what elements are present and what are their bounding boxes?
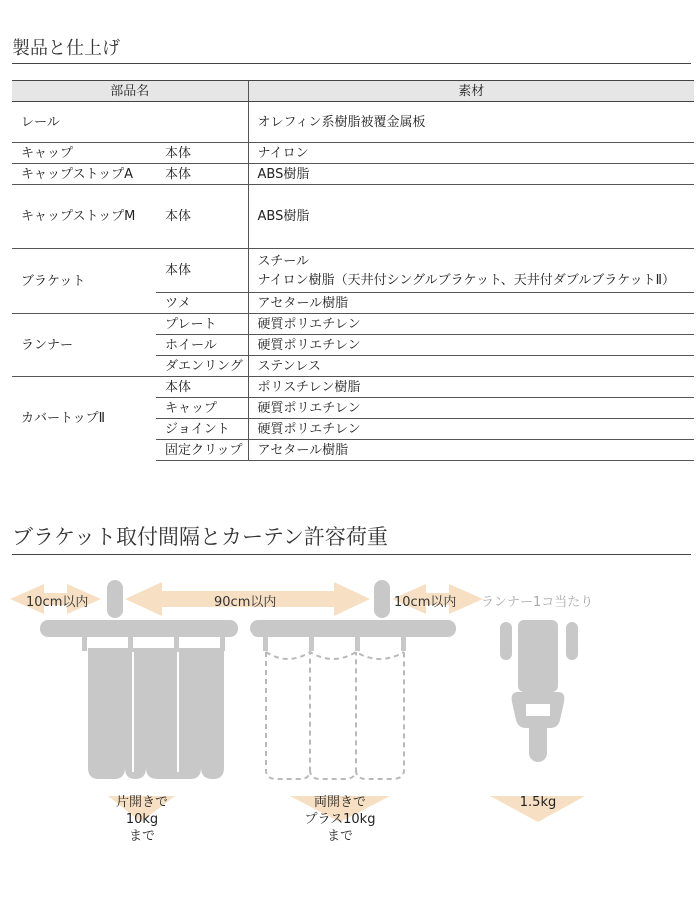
material-bracket-body	[248, 249, 694, 293]
sub-capstop-a-body: 本体	[156, 164, 248, 185]
material-runner-wheel: 硬質ポリエチレン	[248, 335, 694, 356]
left-edge-label: 10cm以内	[26, 595, 89, 610]
part-rail: レール	[12, 102, 248, 143]
runner-figure	[500, 620, 578, 762]
sub-covertop-body: 本体	[156, 377, 248, 398]
part-bracket: ブラケット	[12, 249, 156, 314]
table-row	[12, 314, 694, 335]
middle-spacing-label: 90cm以内	[214, 595, 277, 610]
rail-right	[250, 620, 456, 637]
right-edge-label: 10cm以内	[394, 595, 457, 610]
table-row	[12, 164, 694, 185]
material-covertop-clip: アセタール樹脂	[248, 440, 694, 461]
double-load-line1: 両開きで	[313, 795, 366, 810]
single-load-line1: 片開きで	[115, 795, 168, 810]
runner-hook	[355, 637, 360, 651]
double-load-line2: プラス10kg	[304, 812, 376, 827]
header-material: 素材	[248, 81, 694, 102]
section-divider	[12, 63, 691, 64]
runner-load-label: 1.5kg	[519, 795, 557, 810]
header-part-name: 部品名	[12, 81, 248, 102]
sub-cap-body: 本体	[156, 143, 248, 164]
section-divider	[12, 554, 691, 555]
material-runner-plate: 硬質ポリエチレン	[248, 314, 694, 335]
section-title-products: 製品と仕上げ	[12, 38, 120, 59]
material-bracket-body-line2: ナイロン樹脂（天井付シングルブラケット、天井付ダブルブラケットⅡ）	[257, 272, 676, 288]
double-load-line3: まで	[326, 829, 353, 844]
material-capstop-m: ABS樹脂	[248, 185, 694, 249]
rail-left	[40, 620, 238, 637]
material-cap: ナイロン	[248, 143, 694, 164]
sub-covertop-clip: 固定クリップ	[156, 440, 248, 461]
table-header-row	[12, 81, 694, 102]
part-covertop: カバートップⅡ	[12, 377, 156, 461]
runner-hook-bottom	[529, 718, 547, 762]
sub-bracket-claw: ツメ	[156, 293, 248, 314]
part-cap: キャップ	[12, 143, 156, 164]
single-load-line3: まで	[128, 829, 155, 844]
material-covertop-body: ポリスチレン樹脂	[248, 377, 694, 398]
sub-runner-wheel: ホイール	[156, 335, 248, 356]
part-runner: ランナー	[12, 314, 156, 377]
double-open-curtain	[266, 652, 404, 779]
runner-hook	[401, 637, 406, 651]
part-capstop-m: キャップストップM	[12, 185, 156, 249]
double-open-load-label	[290, 794, 390, 845]
sub-runner-plate: プレート	[156, 314, 248, 335]
table-row	[12, 102, 694, 143]
right-bracket-post	[374, 580, 390, 618]
runner-wheel-left	[500, 622, 512, 660]
diagram-graphic	[0, 560, 700, 917]
left-bracket-post	[107, 580, 123, 618]
table-row	[12, 185, 694, 249]
table-row	[12, 249, 694, 293]
bracket-spacing-diagram	[0, 560, 700, 917]
runner-hook	[263, 637, 268, 651]
material-bracket-body-line1: スチール	[257, 253, 309, 269]
sub-covertop-joint: ジョイント	[156, 419, 248, 440]
section-title-bracket-spacing: ブラケット取付間隔とカーテン許容荷重	[12, 525, 388, 549]
runner-hook	[82, 637, 87, 651]
material-runner-ring: ステンレス	[248, 356, 694, 377]
material-covertop-cap: 硬質ポリエチレン	[248, 398, 694, 419]
runner-caption: ランナー1コ当たり	[481, 595, 594, 610]
material-capstop-a: ABS樹脂	[248, 164, 694, 185]
runner-hook	[309, 637, 314, 651]
table-row	[12, 143, 694, 164]
single-load-line2: 10kg	[125, 812, 159, 827]
sub-runner-ring: ダエンリング	[156, 356, 248, 377]
material-rail: オレフィン系樹脂被覆金属板	[248, 102, 694, 143]
runner-wheel-right	[566, 622, 578, 660]
table-row	[12, 377, 694, 398]
materials-table	[12, 80, 694, 461]
sub-covertop-cap: キャップ	[156, 398, 248, 419]
single-open-curtain	[88, 648, 224, 779]
single-open-load-label	[111, 794, 173, 845]
material-covertop-joint: 硬質ポリエチレン	[248, 419, 694, 440]
sub-bracket-body: 本体	[156, 249, 248, 293]
runner-body	[518, 620, 558, 692]
material-bracket-claw: アセタール樹脂	[248, 293, 694, 314]
part-capstop-a: キャップストップA	[12, 164, 156, 185]
sub-capstop-m-body: 本体	[156, 185, 248, 249]
